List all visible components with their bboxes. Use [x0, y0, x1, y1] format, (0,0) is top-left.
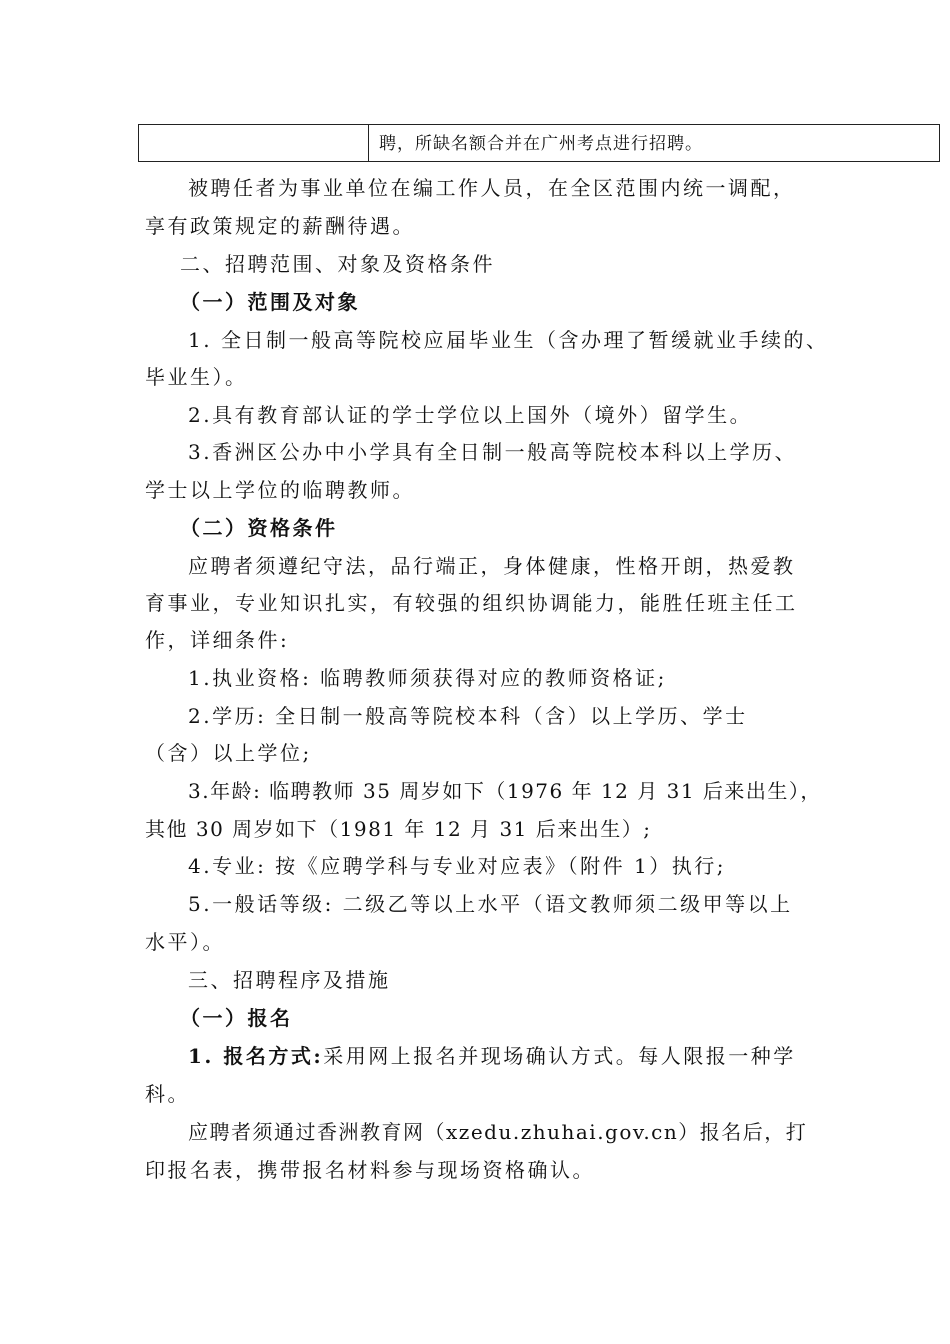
- condition-item: 4.专业: 按《应聘学科与专业对应表》（附件 1）执行;: [188, 854, 726, 878]
- paragraph-line: 作，详细条件:: [145, 628, 290, 652]
- condition-item-continuation: 其他 30 周岁如下（1981 年 12 月 31 后来出生）;: [145, 817, 652, 841]
- condition-item: 3.年龄: 临聘教师 35 周岁如下（1976 年 12 月 31 后来出生），: [188, 779, 822, 803]
- signup-method-line: [188, 1042, 796, 1070]
- subsection-heading: （一）报名: [180, 1006, 293, 1030]
- list-item: 2.具有教育部认证的学士学位以上国外（境外）留学生。: [188, 403, 753, 427]
- list-item: 3.香洲区公办中小学具有全日制一般高等院校本科以上学历、: [188, 440, 798, 464]
- signup-method-label: 1. 报名方式:: [188, 1044, 324, 1068]
- section-heading: 二、招聘范围、对象及资格条件: [180, 252, 495, 276]
- paragraph-line: 科。: [145, 1082, 190, 1106]
- list-item-continuation: 学士以上学位的临聘教师。: [145, 478, 415, 502]
- condition-item: 5.一般话等级: 二级乙等以上水平（语文教师须二级甲等以上: [188, 892, 793, 916]
- subsection-heading: （二）资格条件: [180, 516, 338, 540]
- list-item: 1. 全日制一般高等院校应届毕业生（含办理了暂缓就业手续的、: [188, 328, 829, 352]
- condition-item-continuation: 水平）。: [145, 930, 225, 954]
- section-heading: 三、招聘程序及措施: [188, 968, 391, 992]
- paragraph-line: 印报名表，携带报名材料参与现场资格确认。: [145, 1158, 595, 1182]
- condition-item-continuation: （含）以上学位;: [145, 741, 312, 765]
- list-item-continuation: 毕业生）。: [145, 365, 248, 389]
- subsection-heading: （一）范围及对象: [180, 290, 360, 314]
- paragraph-line: 应聘者须遵纪守法，品行端正，身体健康，性格开朗，热爱教: [188, 554, 796, 578]
- condition-item: 2.学历: 全日制一般高等院校本科（含）以上学历、学士: [188, 704, 748, 728]
- paragraph-line: 被聘任者为事业单位在编工作人员，在全区范围内统一调配，: [188, 176, 796, 200]
- table-fragment: [138, 124, 940, 162]
- paragraph-line: 育事业，专业知识扎实，有较强的组织协调能力，能胜任班主任工: [145, 591, 798, 615]
- table-cell-empty: [139, 125, 369, 161]
- table-cell-text: 聘，所缺名额合并在广州考点进行招聘。: [379, 134, 703, 154]
- signup-method-text: 采用网上报名并现场确认方式。每人限报一种学: [323, 1044, 796, 1068]
- condition-item: 1.执业资格: 临聘教师须获得对应的教师资格证;: [188, 666, 667, 690]
- paragraph-line: 应聘者须通过香洲教育网（xzedu.zhuhai.gov.cn）报名后，打: [188, 1120, 808, 1144]
- paragraph-line: 享有政策规定的薪酬待遇。: [145, 214, 415, 238]
